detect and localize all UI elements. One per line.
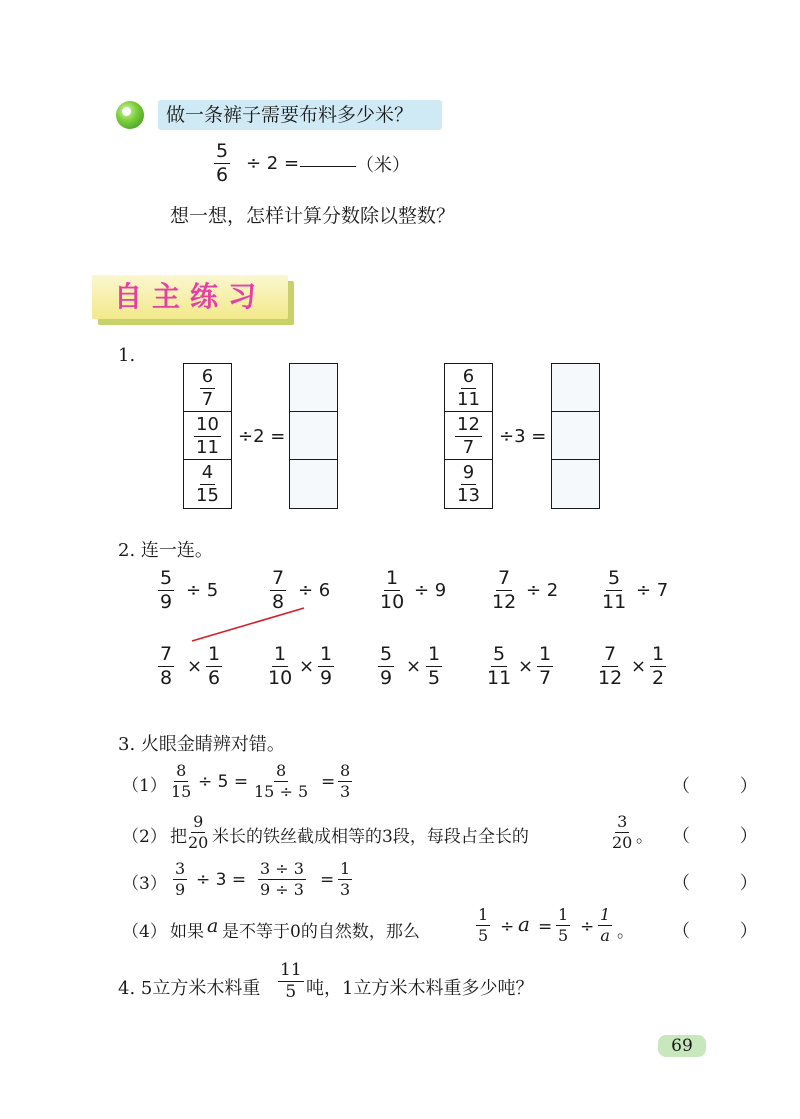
q3-fraction: $\frac{8}{15}$: [171, 761, 192, 801]
q3-fraction: $\frac{9}{20}$: [188, 812, 209, 852]
q3-item-number: （2）: [122, 827, 167, 847]
q2-top-fraction: $\frac{7}{12}$: [492, 567, 517, 613]
q2-bottom-fraction: $\frac{1}{2}$: [652, 643, 665, 689]
q2-top-fraction: $\frac{5}{9}$: [160, 567, 173, 613]
q3-text: 是不等于0的自然数，那么: [222, 922, 420, 942]
page-number: 69: [658, 1035, 706, 1057]
q3-equals: =: [320, 870, 335, 890]
q1-right-operator: ÷3 =: [499, 426, 547, 447]
think-prompt: 想一想，怎样计算分数除以整数？: [170, 205, 456, 227]
q2-bottom-fraction: $\frac{7}{8}$: [160, 643, 173, 689]
q3-equals: =: [321, 772, 336, 792]
q4-text: 4. 5立方米木料重: [118, 978, 261, 999]
q4-text: 吨，1立方米木料重多少吨？: [306, 978, 534, 999]
q3-text: 米长的铁丝截成相等的3段，每段占全长的: [212, 827, 529, 847]
q2-bottom-fraction: $\frac{5}{11}$: [487, 643, 512, 689]
q3-text: 。: [617, 922, 634, 942]
q2-top-operator: ÷ 2: [526, 580, 559, 601]
practice-banner: 自主练习: [92, 275, 288, 319]
q1-right-cell: $\frac{12}{7}$: [445, 412, 492, 460]
q2-top-operator: ÷ 9: [414, 580, 447, 601]
q2-top-operator: ÷ 7: [636, 580, 669, 601]
answer-parentheses[interactable]: （ ）: [672, 921, 780, 942]
question-text: 做一条裤子需要布料多少米？: [166, 104, 414, 126]
q1-right-cell: $\frac{9}{13}$: [457, 462, 480, 506]
variable-a: a: [518, 912, 530, 936]
q3-fraction: $\frac{1}{5}$: [478, 905, 489, 945]
q3-fraction: $\frac{8}{15 \div 5}$: [254, 761, 309, 801]
q3-fraction: $\frac{1}{5}$: [558, 905, 569, 945]
variable-a: a: [207, 915, 219, 937]
q3-text: 如果: [170, 922, 204, 942]
q2-bottom-fraction: $\frac{5}{9}$: [380, 643, 393, 689]
q2-top-operator: ÷ 5: [186, 580, 219, 601]
q3-fraction: $\frac{3 \div 3}{9 \div 3}$: [260, 859, 304, 899]
q3-item-number: （3）: [122, 874, 167, 894]
q3-fraction: $\frac{8}{3}$: [340, 761, 351, 801]
q1-left-cell: $\frac{10}{11}$: [184, 412, 231, 460]
q1-left-operator: ÷2 =: [238, 426, 286, 447]
q2-bottom-fraction: $\frac{1}{9}$: [320, 643, 333, 689]
q1-left-cell: $\frac{4}{15}$: [196, 462, 219, 506]
q2-label: 2. 连一连。: [118, 540, 213, 561]
times-sign: ×: [518, 656, 534, 677]
q2-top-fraction: $\frac{7}{8}$: [272, 567, 285, 613]
q3-operator: ÷ 5 =: [198, 772, 249, 792]
q3-label: 3. 火眼金睛辨对错。: [118, 734, 285, 755]
q3-text: 把: [170, 827, 187, 847]
q3-operator: ÷ 3 =: [196, 870, 247, 890]
answer-parentheses[interactable]: （ ）: [672, 873, 780, 894]
q3-operator: ÷: [580, 917, 595, 937]
answer-parentheses[interactable]: （ ）: [672, 826, 780, 847]
question-operator: ÷ 2 =: [246, 153, 300, 174]
q3-item-number: （1）: [122, 776, 167, 796]
q2-bottom-fraction: $\frac{1}{10}$: [268, 643, 293, 689]
times-sign: ×: [187, 656, 203, 677]
q3-item-number: （4）: [122, 922, 167, 942]
q3-text: 。: [636, 827, 653, 847]
q2-top-operator: ÷ 6: [298, 580, 331, 601]
q1-label: 1.: [118, 345, 136, 366]
q2-top-fraction: $\frac{1}{10}$: [380, 567, 405, 613]
q3-fraction: $\frac{1}{a}$: [600, 905, 611, 945]
question-fraction: $\frac{5}{6}$: [216, 140, 229, 186]
q2-top-fraction: $\frac{5}{11}$: [602, 567, 627, 613]
q3-equals: =: [538, 917, 553, 937]
q1-right-cell: $\frac{6}{11}$: [445, 364, 492, 412]
q1-left-cell: $\frac{6}{7}$: [184, 364, 231, 412]
q3-operator: ÷: [500, 917, 515, 937]
q3-fraction: $\frac{3}{9}$: [175, 859, 186, 899]
q3-fraction: $\frac{1}{3}$: [340, 859, 351, 899]
q2-bottom-fraction: $\frac{7}{12}$: [598, 643, 623, 689]
times-sign: ×: [406, 656, 422, 677]
times-sign: ×: [299, 656, 315, 677]
q2-bottom-fraction: $\frac{1}{6}$: [208, 643, 221, 689]
q4-fraction: $\frac{11}{5}$: [280, 960, 302, 1002]
answer-parentheses[interactable]: （ ）: [672, 776, 780, 797]
q3-fraction: $\frac{3}{20}$: [612, 812, 633, 852]
q2-bottom-fraction: $\frac{1}{7}$: [539, 643, 552, 689]
question-unit: （米）: [356, 155, 410, 176]
times-sign: ×: [631, 656, 647, 677]
q2-bottom-fraction: $\frac{1}{5}$: [428, 643, 441, 689]
